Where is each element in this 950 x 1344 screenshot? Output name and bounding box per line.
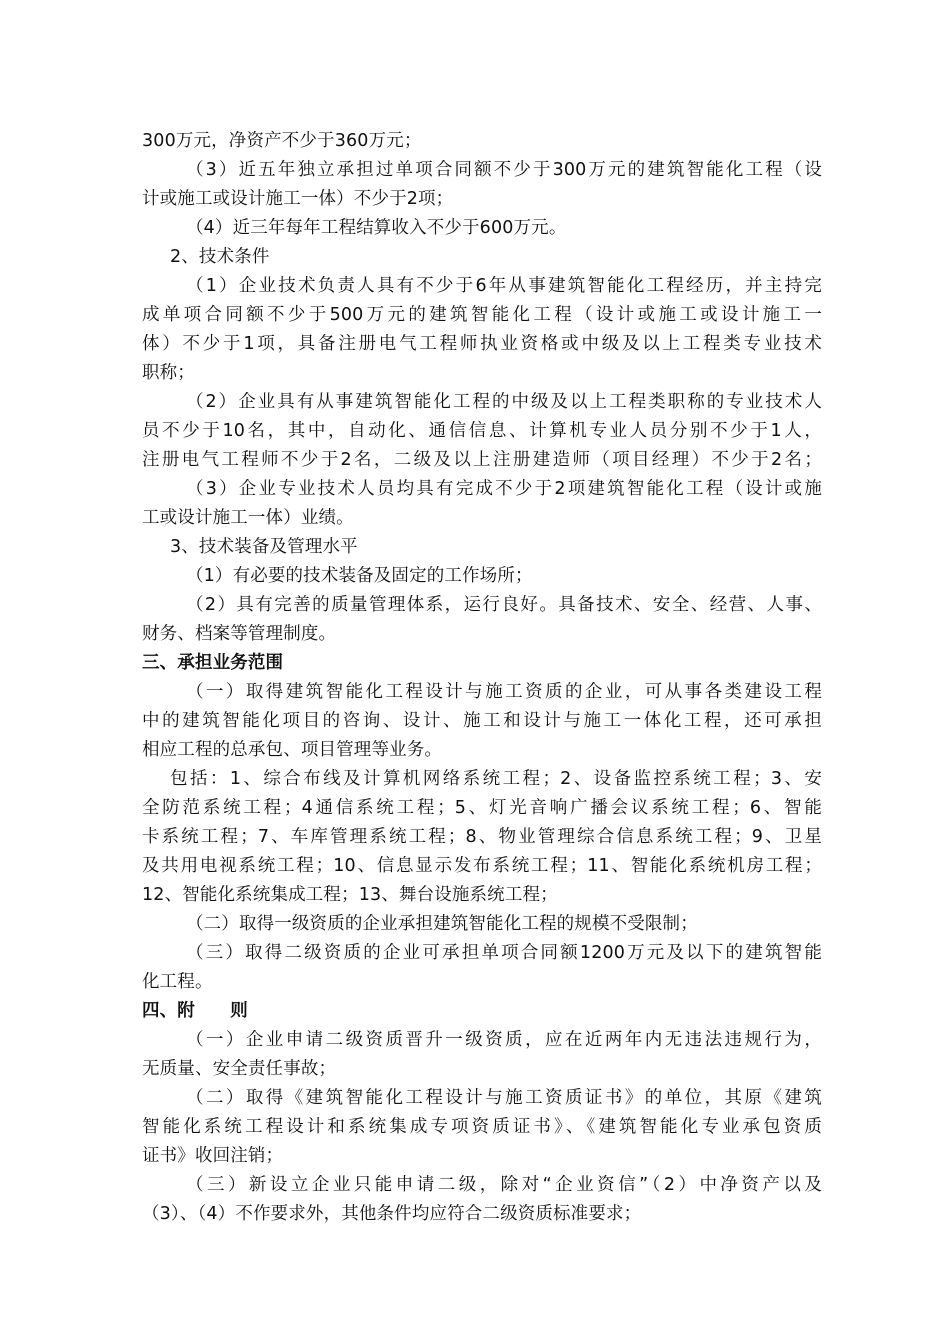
text-line: 体）不少于1项，具备注册电气工程师执业资格或中级及以上工程类专业技术 [142,334,822,354]
text-line: 包括：1、综合布线及计算机网络系统工程；2、设备监控系统工程；3、安 [170,769,822,789]
text-line: （二）取得一级资质的企业承担建筑智能化工程的规模不受限制； [186,914,698,934]
section-heading: 三、承担业务范围 [142,653,284,673]
text-line: （三）取得二级资质的企业可承担单项合同额1200万元及以下的建筑智能 [186,943,822,963]
text-line: （2）具有完善的质量管理体系，运行良好。具备技术、安全、经营、人事、 [186,595,822,615]
text-line: 工或设计施工一体）业绩。 [142,508,354,528]
text-line: 中的建筑智能化项目的咨询、设计、施工和设计与施工一体化工程，还可承担 [142,711,822,731]
text-line: 相应工程的总承包、项目管理等业务。 [142,740,443,760]
text-line: （一）取得建筑智能化工程设计与施工资质的企业，可从事各类建设工程 [186,682,822,702]
text-line: 财务、档案等管理制度。 [142,624,337,644]
text-line: （1）企业技术负责人具有不少于6年从事建筑智能化工程经历，并主持完 [186,276,822,296]
text-line: 智能化系统工程设计和系统集成专项资质证书》、《建筑智能化专业承包资质 [142,1117,822,1137]
text-line: 及共用电视系统工程；10、信息显示发布系统工程；11、智能化系统机房工程； [142,856,822,876]
text-line: 化工程。 [142,972,213,992]
text-line: 12、智能化系统集成工程；13、舞台设施系统工程； [142,885,558,905]
text-line: （三）新设立企业只能申请二级，除对“企业资信”（2）中净资产以及 [186,1175,822,1195]
text-line: 2、技术条件 [170,247,270,267]
text-line: 卡系统工程；7、车库管理系统工程；8、物业管理综合信息系统工程；9、卫星 [142,827,822,847]
text-line: （二）取得《建筑智能化工程设计与施工资质证书》的单位，其原《建筑 [186,1088,822,1108]
text-line: 无质量、安全责任事故； [142,1059,337,1079]
text-line: 成单项合同额不少于500万元的建筑智能化工程（设计或施工或设计施工一 [142,305,822,325]
text-line: 职称； [142,363,195,383]
text-line: （3）近五年独立承担过单项合同额不少于300万元的建筑智能化工程（设 [186,160,822,180]
text-line: （2）企业具有从事建筑智能化工程的中级及以上工程类职称的专业技术人 [186,392,822,412]
text-line: 计或施工或设计施工一体）不少于2项； [142,189,454,209]
text-line: 全防范系统工程；4通信系统工程；5、灯光音响广播会议系统工程；6、智能 [142,798,822,818]
section-heading: 四、附 则 [142,1001,248,1021]
text-line: 注册电气工程师不少于2名，二级及以上注册建造师（项目经理）不少于2名； [142,450,822,470]
text-line: （3）、（4）不作要求外，其他条件均应符合二级资质标准要求； [142,1204,642,1224]
text-line: 证书》收回注销； [142,1146,284,1166]
text-line: （3）企业专业技术人员均具有完成不少于2项建筑智能化工程（设计或施 [186,479,822,499]
text-line: （一）企业申请二级资质晋升一级资质，应在近两年内无违法违规行为， [186,1030,822,1050]
document-body [142,127,822,1229]
text-line: （4）近三年每年工程结算收入不少于600万元。 [186,218,567,238]
text-line: （1）有必要的技术装备及固定的工作场所； [186,566,533,586]
text-line: 300万元，净资产不少于360万元； [142,131,422,151]
text-line: 员不少于10名，其中，自动化、通信信息、计算机专业人员分别不少于1人， [142,421,822,441]
text-line: 3、技术装备及管理水平 [170,537,358,557]
